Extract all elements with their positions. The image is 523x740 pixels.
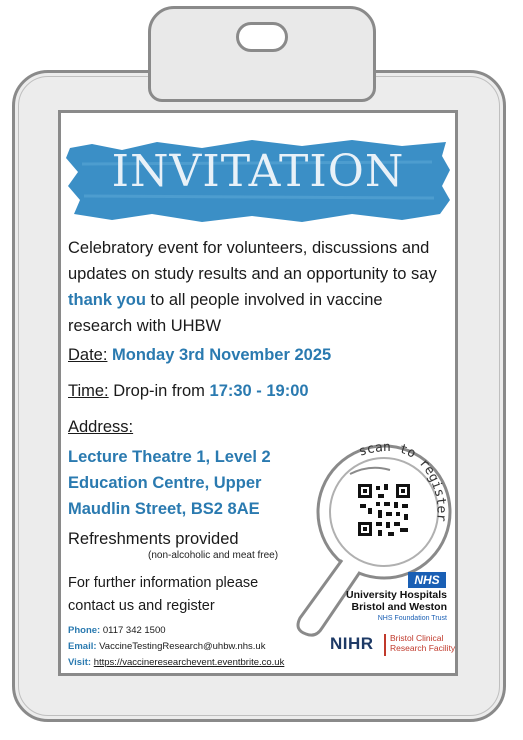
nihr-logo: NIHR [330,634,374,653]
contact-phone [68,625,166,636]
intro-highlight: thank you [68,291,146,309]
time-line [68,382,309,401]
address-line-3: Maudlin Street, BS2 8AE [68,500,260,518]
visit-link[interactable]: https://vaccineresearchevent.eventbrite.co.uk [93,657,285,668]
phone-value: 0117 342 1500 [102,625,166,636]
time-value: 17:30 - 19:00 [209,382,309,400]
svg-text:scan to register: scan to register [357,439,449,522]
further-line-2: contact us and register [68,598,215,614]
phone-label: Phone: [68,625,101,636]
nihr-sub-line-1: Bristol Clinical [390,633,444,643]
contact-visit [68,657,284,668]
trust-subtitle: NHS Foundation Trust [377,615,447,622]
intro-text-after: to all people involved in vaccine research with UHBW [68,291,383,335]
address-line-1: Lecture Theatre 1, Level 2 [68,448,271,466]
nihr-facility [390,633,455,653]
intro-paragraph [68,235,438,339]
address-line-2: Education Centre, Upper [68,474,262,492]
email-label: Email: [68,641,97,652]
clipboard-clip [148,6,376,102]
address-label: Address: [68,418,134,436]
trust-line-2: Bristol and Weston [351,601,447,613]
time-label: Time: [68,382,109,400]
further-line-1: For further information please [68,575,259,591]
trust-line-1: University Hospitals [346,589,447,601]
refreshments-note: (non-alcoholic and meat free) [148,550,279,561]
date-value: Monday 3rd November 2025 [112,346,332,364]
clipboard-clip-hole [236,22,288,52]
intro-text-before: Celebratory event for volunteers, discussions and updates on study results and an opportunity to say [68,239,437,283]
nihr-sub-line-2: Research Facility [390,643,456,653]
scan-to-register-label [350,436,450,546]
further-info [68,572,318,618]
visit-label: Visit: [68,657,92,668]
nihr-divider [384,634,386,656]
email-value[interactable]: VaccineTestingResearch@uhbw.nhs.uk [99,641,266,652]
refreshments-text: Refreshments provided [68,530,239,548]
date-line [68,346,331,365]
date-label: Date: [68,346,108,364]
time-prefix: Drop-in from [113,382,210,400]
contact-email [68,641,265,652]
trust-name [330,589,447,613]
banner-title: INVITATION [111,146,405,197]
nhs-logo: NHS [408,572,446,588]
